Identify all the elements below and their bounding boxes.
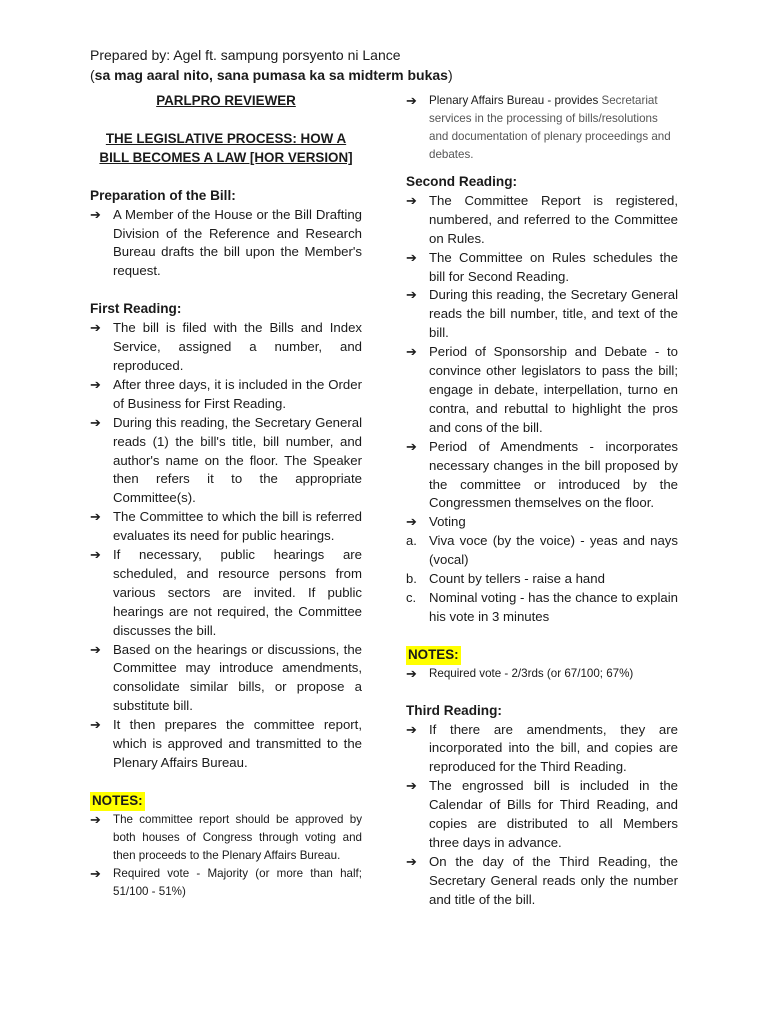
list-item: ➔ Plenary Affairs Bureau - provides Secretariat services in the processing of bills/resolutions and documentation of plenary proceedings and debates. [406,93,671,161]
letter-marker: a. [406,533,417,549]
first-reading-list [90,319,362,773]
list-item [90,546,362,641]
list-item-text: During this reading, the Secretary General reads the bill number, title, and text of the bill. [429,287,678,341]
arrow-bullet-icon: ➔ [90,717,101,733]
document-header [90,45,730,85]
legislative-process-title: THE LEGISLATIVE PROCESS: HOW A BILL BECOMES A LAW [HOR VERSION] [99,130,353,165]
arrow-bullet-icon: ➔ [90,865,101,881]
plenary-affairs-list [406,92,678,164]
second-reading-list [406,192,678,532]
letter-marker: c. [406,589,417,605]
voting-list [406,532,678,627]
right-column [406,92,678,910]
list-item-text: The Committee on Rules schedules the bill for Second Reading. [429,249,678,284]
lettered-item-text: Nominal voting - has the chance to explain his vote in 3 minutes [429,589,678,624]
arrow-bullet-icon: ➔ [406,287,417,303]
list-item [406,777,678,853]
lettered-item-text: Viva voce (by the voice) - yeas and nays (vocal) [429,533,678,568]
arrow-bullet-icon: ➔ [406,721,417,737]
list-item-text: The bill is filed with the Bills and Index Service, assigned a number, and reproduced. [113,320,362,373]
right-notes-list [406,665,678,683]
notes-label: NOTES: [90,792,145,811]
arrow-bullet-icon: ➔ [90,641,101,657]
header-subline: (sa mag aaral nito, sana pumasa ka sa midterm bukas) [90,67,453,83]
arrow-bullet-icon: ➔ [406,778,417,794]
lettered-item [406,532,678,570]
list-item [406,853,678,910]
list-item [406,665,678,683]
notes-label: NOTES: [406,646,461,665]
list-item [406,286,678,343]
list-item [90,508,362,546]
lettered-item [406,570,678,589]
list-item-text: It then prepares the committee report, which is approved and transmitted to the Plenary Affairs Bureau. [113,717,362,770]
first-reading-heading: First Reading: [90,301,182,317]
list-item [90,641,362,717]
arrow-bullet-icon: ➔ [90,206,101,222]
arrow-bullet-icon: ➔ [406,514,417,530]
list-item-text: Period of Amendments - incorporates necessary changes in the bill proposed by the committee or introduced by the Congressmen themselves on the floor. [429,438,678,511]
left-column [90,92,362,901]
list-item-text: A Member of the House or the Bill Drafting Division of the Reference and Research Bureau drafts the bill upon the Member's request. [113,206,362,279]
arrow-bullet-icon: ➔ [406,853,417,869]
list-item-text: On the day of the Third Reading, the Secretary General reads only the number and title of the bill. [429,853,678,907]
list-item-text: During this reading, the Secretary General reads (1) the bill's title, bill number, and author's name on the floor. The Speaker then refers it to the appropriate Committee(s). [113,414,362,506]
arrow-bullet-icon: ➔ [406,93,417,108]
lettered-item-text: Count by tellers - raise a hand [429,571,605,587]
list-item [90,319,362,376]
list-item [406,513,678,532]
letter-marker: b. [406,571,417,587]
arrow-bullet-icon: ➔ [406,192,417,208]
list-item [90,716,362,773]
arrow-bullet-icon: ➔ [90,547,101,563]
list-item [90,376,362,414]
list-item-text: Voting [429,514,466,530]
list-item-text: Required vote - 2/3rds (or 67/100; 67%) [429,666,634,680]
list-item-text: The engrossed bill is included in the Calendar of Bills for Third Reading, and copies are distributed to all Members three days in advance. [429,778,678,850]
list-item-text: If necessary, public hearings are scheduled, and resource persons from various sectors are invited. If public hearings are not required, the Committee discusses the bill. [113,547,362,638]
header-subline-bold: sa mag aaral nito, sana pumasa ka sa midterm bukas [94,67,448,83]
list-item [406,343,678,438]
list-item [406,721,678,778]
list-item [406,249,678,287]
arrow-bullet-icon: ➔ [90,414,101,430]
arrow-bullet-icon: ➔ [90,811,101,827]
arrow-bullet-icon: ➔ [406,344,417,360]
prepared-by-line: Prepared by: Agel ft. sampung porsyento ni Lance [90,47,401,63]
list-item-text: Required vote - Majority (or more than half; 51/100 - 51%) [113,866,362,898]
arrow-bullet-icon: ➔ [90,509,101,525]
third-reading-list [406,721,678,910]
list-item-text: If there are amendments, they are incorporated into the bill, and copies are reproduced for the Third Reading. [429,721,678,775]
arrow-bullet-icon: ➔ [406,249,417,265]
list-item [90,414,362,509]
preparation-heading: Preparation of the Bill: [90,187,236,203]
list-item [90,811,362,865]
left-notes-list [90,811,362,901]
list-item [406,192,678,249]
list-item-text: Period of Sponsorship and Debate - to convince other legislators to pass the bill; engage in debate, interpellation, turno en contra, and rebuttal to highlight the pros and cons of the bill. [429,344,678,435]
list-item-text: The committee report should be approved by both houses of Congress through voting and then proceeds to the Plenary Affairs Bureau. [113,812,362,862]
list-item-text: Based on the hearings or discussions, the Committee may introduce amendments, consolidate similar bills, or propose a substitute bill. [113,641,362,714]
lettered-item [406,589,678,627]
third-reading-heading: Third Reading: [406,702,502,718]
preparation-list [90,206,362,282]
arrow-bullet-icon: ➔ [406,438,417,454]
arrow-bullet-icon: ➔ [90,320,101,336]
list-item [90,865,362,901]
second-reading-heading: Second Reading: [406,174,518,189]
list-item [90,206,362,282]
arrow-bullet-icon: ➔ [90,376,101,392]
list-item [406,438,678,514]
list-item-text: The Committee to which the bill is referred evaluates its need for public hearings. [113,509,362,544]
list-item-text: The Committee Report is registered, numbered, and referred to the Committee on Rules. [429,192,678,246]
reviewer-title: PARLPRO REVIEWER [156,93,296,108]
list-item-text: After three days, it is included in the Order of Business for First Reading. [113,376,362,411]
arrow-bullet-icon: ➔ [406,665,417,681]
